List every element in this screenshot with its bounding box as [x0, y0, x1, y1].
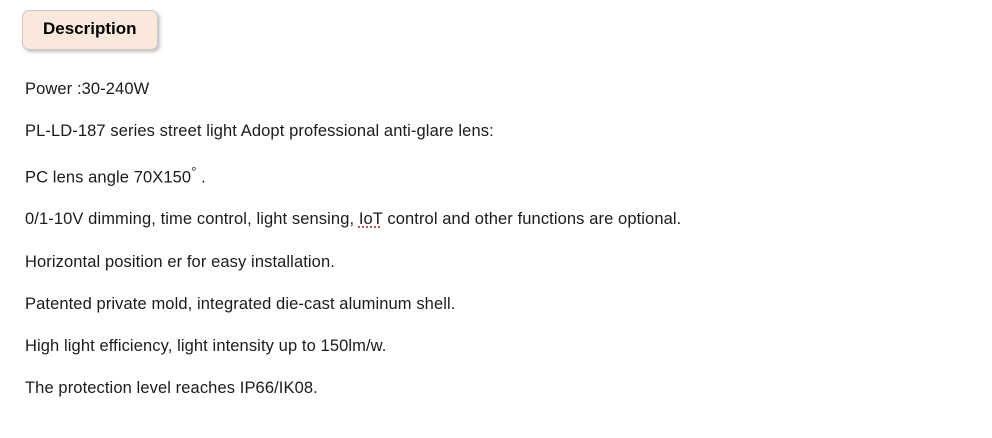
- description-line-efficiency: High light efficiency, light intensity up to 150lm/w.: [25, 337, 387, 356]
- tab-bar: [0, 0, 992, 62]
- dimming-text-after: control and other functions are optional.: [382, 210, 682, 229]
- dimming-text-before: 0/1-10V dimming, time control, light sensing,: [25, 210, 359, 229]
- description-line-protection: The protection level reaches IP66/IK08.: [25, 379, 318, 398]
- tab-description[interactable]: Description: [22, 10, 158, 50]
- description-text-block: [25, 78, 965, 400]
- description-line-series: PL-LD-187 series street light Adopt professional anti-glare lens:: [25, 122, 494, 141]
- description-line-installation: Horizontal position er for easy installation.: [25, 252, 335, 271]
- description-line-lens-angle: [25, 163, 965, 189]
- lens-angle-text: PC lens angle 70X150: [25, 168, 192, 187]
- degree-symbol: °: [191, 163, 197, 179]
- description-line-power: Power :30-240W: [25, 80, 150, 98]
- description-line-mold: Patented private mold, integrated die-cast aluminum shell.: [25, 294, 456, 313]
- lens-angle-period: .: [201, 168, 206, 187]
- dimming-text-flagged: IoT: [358, 210, 383, 229]
- description-line-dimming: [25, 208, 965, 230]
